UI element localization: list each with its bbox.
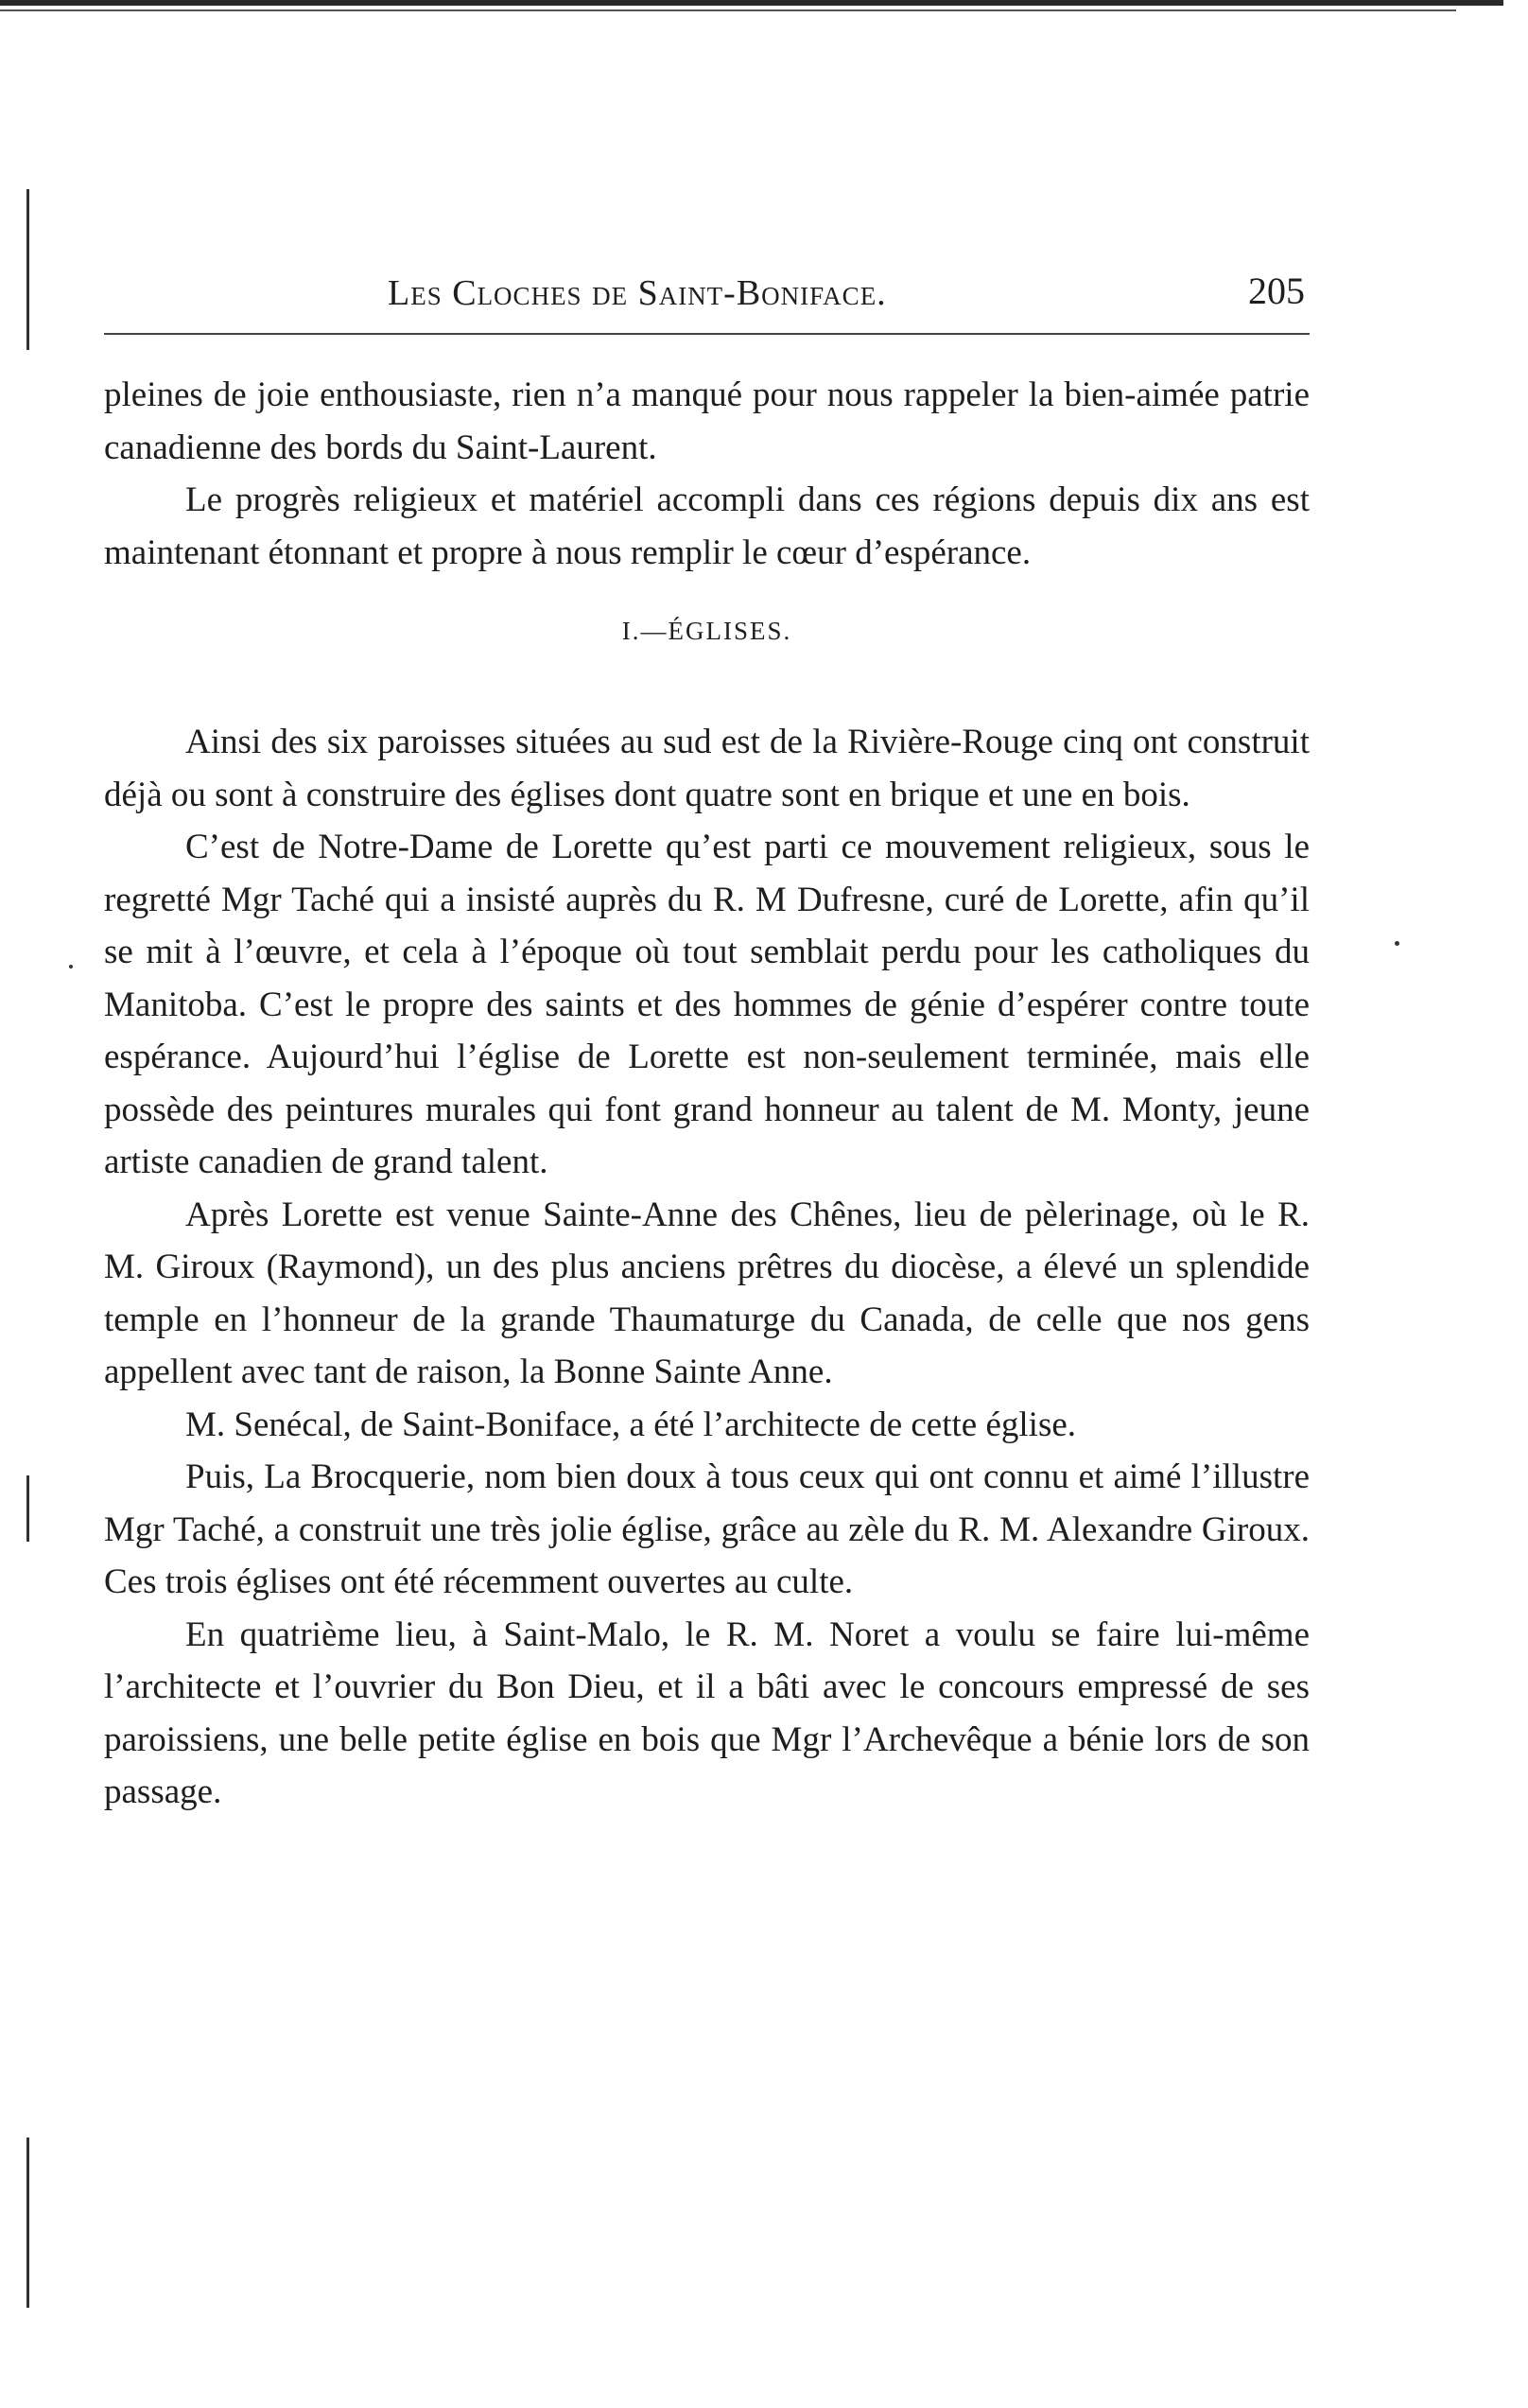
paragraph: En quatrième lieu, à Saint-Malo, le R. M. Noret a voulu se faire lui-même l’architecte et l’ouvrier du Bon Dieu, et il a bâti avec le concours empressé de ses paroissiens, une belle petite église en bois que Mgr l’Archevêque a bénie lors de son passage. <box>104 1614 1310 1811</box>
page-body <box>104 369 1310 1819</box>
binding-margin-line <box>26 2138 29 2308</box>
binding-margin-line <box>26 1475 29 1542</box>
running-head <box>104 272 1305 329</box>
paragraph: Puis, La Brocquerie, nom bien doux à tous ceux qui ont connu et aimé l’illustre Mgr Taché, a construit une très jolie église, grâce au zèle du R. M. Alexandre Giroux. Ces trois églises ont été récemment ouvertes au culte. <box>104 1457 1310 1601</box>
paragraph: Ainsi des six paroisses situées au sud est de la Rivière-Rouge cinq ont construit déjà ou sont à construire des églises dont quatre sont en brique et une en bois. <box>104 723 1310 814</box>
section-heading: I.—ÉGLISES. <box>621 617 792 645</box>
ink-speck <box>69 965 73 968</box>
top-border-rule-thin <box>0 9 1456 11</box>
paragraph: M. Senécal, de Saint-Boniface, a été l’architecte de cette église. <box>185 1405 1077 1444</box>
running-title: Les Cloches de Saint-Boniface. <box>388 273 887 313</box>
top-border-rule <box>0 0 1503 6</box>
ink-speck <box>1395 941 1399 946</box>
header-rule <box>104 333 1310 335</box>
paragraph: C’est de Notre-Dame de Lorette qu’est parti ce mouvement religieux, sous le regretté Mgr Taché qui a insisté auprès du R. M Dufresne, curé de Lorette, afin qu’il se mit à l’œuvre, et cela à l’époque où tout semblait perdu pour les catholiques du Manitoba. C’est le propre des saints et des hommes de génie d’espérer contre toute espérance. Aujourd’hui l’église de Lorette est non-seulement terminée, mais elle possède des peintures murales qui font grand honneur au talent de M. Monty, jeune artiste canadien de grand talent. <box>104 828 1310 1181</box>
binding-margin-line <box>26 189 29 350</box>
paragraph-continuation: pleines de joie enthousiaste, rien n’a manqué pour nous rappeler la bien-aimée patrie canadienne des bords du Saint-Laurent. <box>104 375 1310 467</box>
page-number: 205 <box>1248 270 1305 312</box>
paragraph: Après Lorette est venue Sainte-Anne des Chênes, lieu de pèlerinage, où le R. M. Giroux (Raymond), un des plus anciens prêtres du diocèse, a élevé un splendide temple en l’honneur de la grande Thaumaturge du Canada, de celle que nos gens appellent avec tant de raison, la Bonne Sainte Anne. <box>104 1195 1310 1391</box>
paragraph: Le progrès religieux et matériel accompli dans ces régions depuis dix ans est maintenant étonnant et propre à nous remplir le cœur d’espérance. <box>104 480 1310 572</box>
